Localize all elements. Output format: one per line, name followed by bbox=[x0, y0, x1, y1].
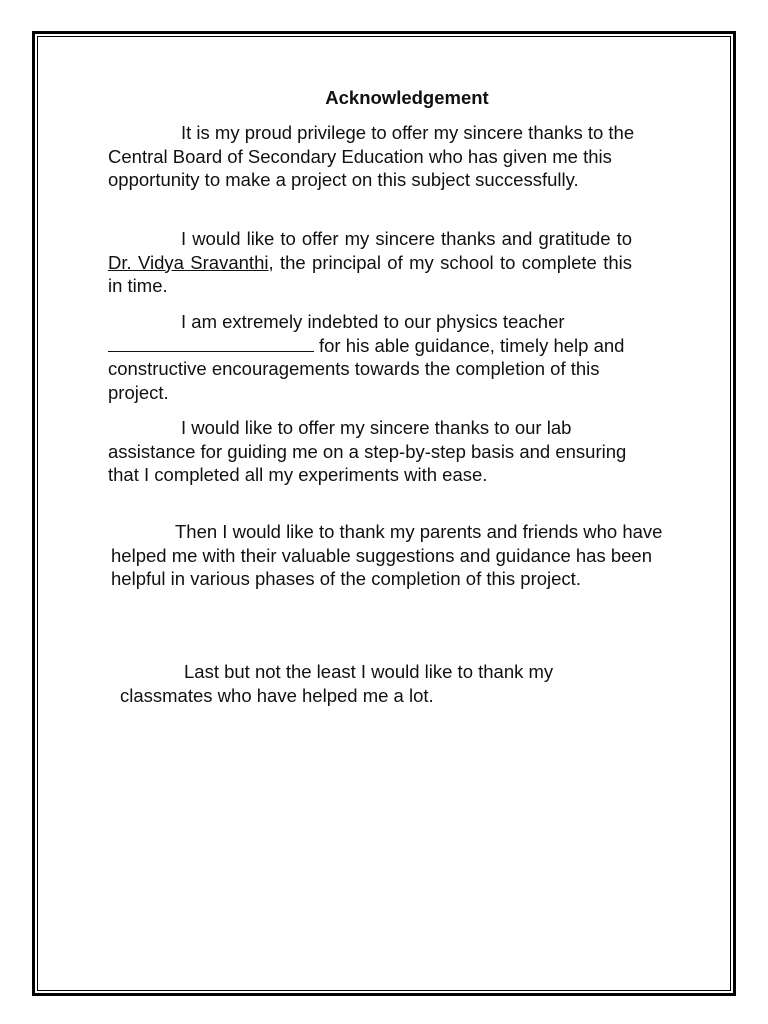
paragraph-cbse-thanks bbox=[108, 121, 648, 192]
paragraph-lab-thanks bbox=[108, 416, 648, 487]
paragraph-text-after-name: , the principal of my school to complete this in time. bbox=[108, 251, 632, 296]
document-title: Acknowledgement bbox=[325, 87, 489, 108]
paragraph-teacher-thanks bbox=[108, 310, 648, 404]
paragraph-text-before-name: I would like to offer my sincere thanks and gratitude to bbox=[181, 228, 632, 249]
teacher-name-blank bbox=[108, 334, 314, 352]
paragraph-principal-thanks bbox=[108, 227, 632, 298]
paragraph-text: It is my proud privilege to offer my sincere thanks to the Central Board of Secondary Education who has given me this opportunity to make a project on this subject successfully. bbox=[108, 122, 635, 190]
paragraph-text: Last but not the least I would like to thank my classmates who have helped me a lot. bbox=[120, 661, 554, 706]
paragraph-text: I would like to offer my sincere thanks to our lab assistance for guiding me on a step-by-step basis and ensuring that I completed all my experiments with ease. bbox=[108, 417, 627, 485]
principal-name: Dr. Vidya Sravanthi bbox=[108, 251, 269, 273]
paragraph-text-line1: I am extremely indebted to our physics teacher bbox=[181, 311, 565, 332]
paragraph-classmates-thanks bbox=[120, 660, 640, 707]
paragraph-parents-thanks bbox=[111, 520, 683, 591]
paragraph-text-after-blank: for his able guidance, timely help and constructive encouragements towards the completion of this project. bbox=[108, 334, 625, 403]
paragraph-text: Then I would like to thank my parents and friends who have helped me with their valuable suggestions and guidance has been helpful in various phases of the completion of this project. bbox=[111, 521, 663, 589]
